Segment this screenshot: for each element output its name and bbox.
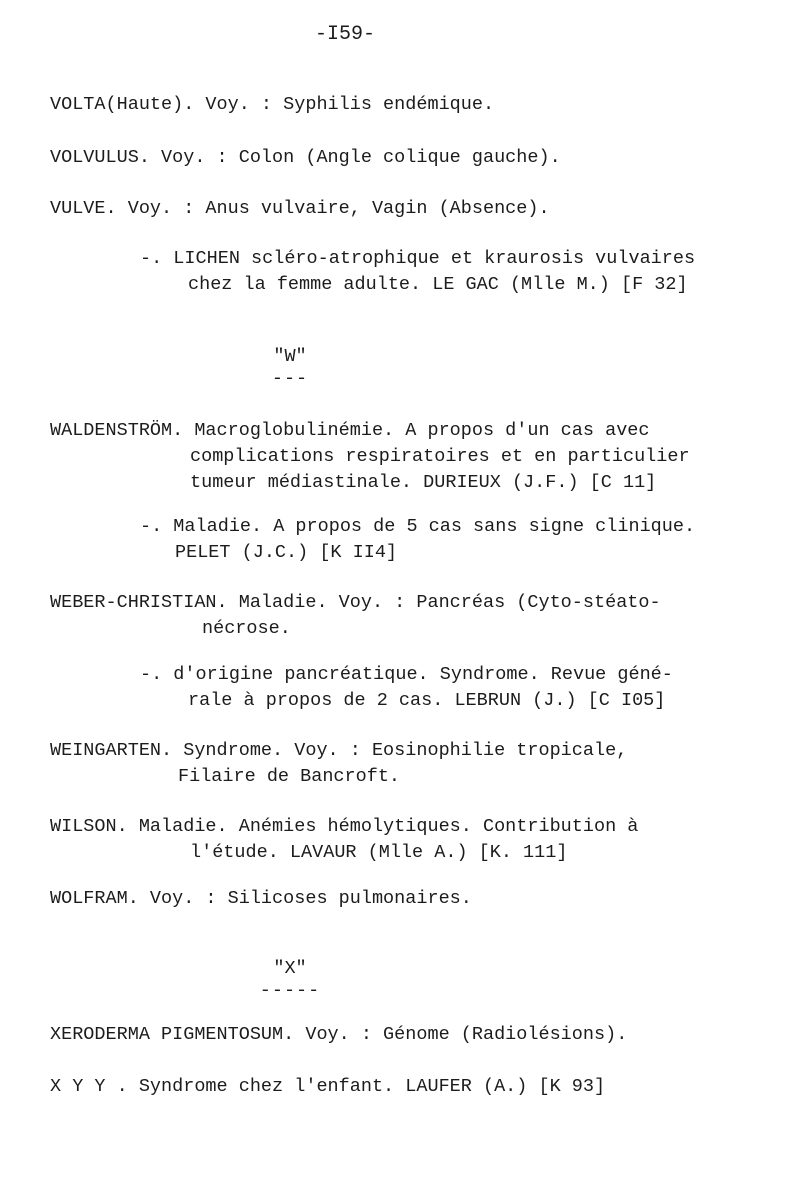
section-underline: ----- (259, 980, 321, 1001)
index-entry-weingarten (50, 738, 760, 790)
entry-headword: WEINGARTEN. Syndrome. Voy. : Eosinophilie tropicale, (50, 740, 628, 761)
entry-headword: -. Maladie. A propos de 5 cas sans signe clinique. (140, 516, 696, 537)
section-heading-x (0, 956, 580, 1004)
entry-headword: VOLVULUS. Voy. : Colon (Angle colique gauche). (50, 147, 561, 168)
entry-headword: -. d'origine pancréatique. Syndrome. Revue géné- (140, 664, 673, 685)
entry-headword: WILSON. Maladie. Anémies hémolytiques. Contribution à (50, 816, 639, 837)
entry-continuation: chez la femme adulte. LE GAC (Mlle M.) [F 32] (188, 274, 688, 295)
index-entry-waldenstrom (50, 418, 760, 496)
index-entry-weber-christian (50, 590, 760, 642)
entry-continuation: Filaire de Bancroft. (178, 766, 401, 787)
index-subentry-waldenstrom-maladie (140, 514, 800, 566)
entry-continuation: nécrose. (202, 618, 291, 639)
index-entry-volta (50, 92, 760, 118)
index-entry-volvulus (50, 145, 760, 171)
entry-continuation: complications respiratoires et en particulier (190, 446, 690, 467)
index-subentry-lichen (140, 246, 800, 298)
index-entry-vulve (50, 196, 760, 222)
entry-headword: WALDENSTRÖM. Macroglobulinémie. A propos d'un cas avec (50, 420, 650, 441)
page-number: -I59- (314, 23, 375, 46)
index-entry-xyy (50, 1074, 760, 1100)
index-subentry-weber-christian-syndrome (140, 662, 800, 714)
entry-headword: WEBER-CHRISTIAN. Maladie. Voy. : Pancréas (Cyto-stéato- (50, 592, 661, 613)
entry-headword: WOLFRAM. Voy. : Silicoses pulmonaires. (50, 888, 472, 909)
section-letter: "X" (273, 958, 307, 979)
entry-headword: VOLTA(Haute). Voy. : Syphilis endémique. (50, 94, 495, 115)
section-letter: "W" (273, 346, 307, 367)
entry-continuation: tumeur médiastinale. DURIEUX (J.F.) [C 11] (190, 472, 657, 493)
section-underline: --- (271, 368, 309, 389)
entry-continuation: PELET (J.C.) [K II4] (175, 542, 398, 563)
index-entry-xeroderma (50, 1022, 760, 1048)
entry-continuation: rale à propos de 2 cas. LEBRUN (J.) [C I05] (188, 690, 666, 711)
index-entry-wolfram (50, 886, 760, 912)
entry-continuation: l'étude. LAVAUR (Mlle A.) [K. 111] (190, 842, 568, 863)
section-heading-w (0, 344, 580, 392)
entry-headword: X Y Y . Syndrome chez l'enfant. LAUFER (A.) [K 93] (50, 1076, 606, 1097)
entry-headword: XERODERMA PIGMENTOSUM. Voy. : Génome (Radiolésions). (50, 1024, 628, 1045)
index-entry-wilson (50, 814, 760, 866)
entry-headword: VULVE. Voy. : Anus vulvaire, Vagin (Absence). (50, 198, 550, 219)
entry-headword: -. LICHEN scléro-atrophique et kraurosis vulvaires (140, 248, 696, 269)
